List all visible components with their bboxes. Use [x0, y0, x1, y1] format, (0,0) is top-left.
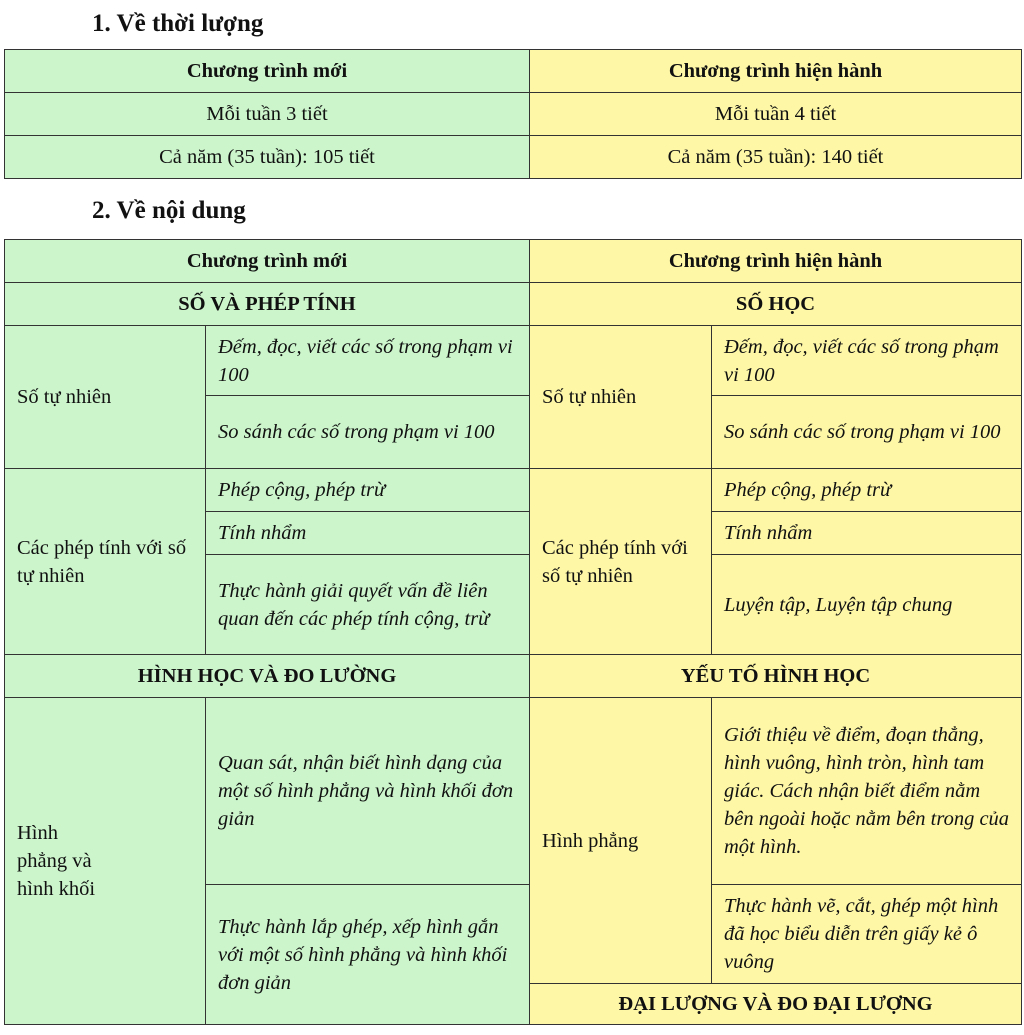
section-2-heading: 2. Về nội dung	[92, 197, 246, 224]
group-title-new-numbers: SỐ VÀ PHÉP TÍNH	[5, 283, 530, 326]
current-operations-item: Phép cộng, phép trừ	[712, 469, 1022, 512]
duration-yearly-current: Cả năm (35 tuần): 140 tiết	[530, 136, 1022, 179]
content-table	[4, 239, 1022, 1025]
duration-table	[4, 49, 1022, 179]
current-operations-item: Tính nhẩm	[712, 512, 1022, 555]
group-title-current-arithmetic: SỐ HỌC	[530, 283, 1022, 326]
section-1-heading: 1. Về thời lượng	[92, 10, 264, 37]
duration-yearly-new: Cả năm (35 tuần): 105 tiết	[5, 136, 530, 179]
duration-header-current: Chương trình hiện hành	[530, 50, 1022, 93]
duration-weekly-new: Mỗi tuần 3 tiết	[5, 93, 530, 136]
content-header-new: Chương trình mới	[5, 240, 530, 283]
current-plane-shapes-item: Thực hành vẽ, cắt, ghép một hình đã học biểu diễn trên giấy kẻ ô vuông	[712, 885, 1022, 984]
current-plane-shapes-item: Giới thiệu về điểm, đoạn thẳng, hình vuông, hình tròn, hình tam giác. Cách nhận biết điểm nằm bên ngoài hoặc nằm bên trong của một hình.	[712, 698, 1022, 885]
current-natural-numbers-item: Đếm, đọc, viết các số trong phạm vi 100	[712, 326, 1022, 396]
new-shapes-label: Hình phẳng và hình khối	[5, 698, 206, 1025]
new-shapes-item: Quan sát, nhận biết hình dạng của một số hình phẳng và hình khối đơn giản	[206, 698, 530, 885]
content-header-current: Chương trình hiện hành	[530, 240, 1022, 283]
group-title-current-geometry: YẾU TỐ HÌNH HỌC	[530, 655, 1022, 698]
new-shapes-item: Thực hành lắp ghép, xếp hình gắn với một số hình phẳng và hình khối đơn giản	[206, 885, 530, 1025]
new-natural-numbers-label: Số tự nhiên	[5, 326, 206, 469]
current-operations-item: Luyện tập, Luyện tập chung	[712, 555, 1022, 655]
group-title-current-measurement: ĐẠI LƯỢNG VÀ ĐO ĐẠI LƯỢNG	[530, 984, 1022, 1025]
new-operations-item: Tính nhẩm	[206, 512, 530, 555]
new-operations-item: Phép cộng, phép trừ	[206, 469, 530, 512]
duration-weekly-current: Mỗi tuần 4 tiết	[530, 93, 1022, 136]
new-operations-label: Các phép tính với số tự nhiên	[5, 469, 206, 655]
group-title-new-geometry: HÌNH HỌC VÀ ĐO LƯỜNG	[5, 655, 530, 698]
new-natural-numbers-item: So sánh các số trong phạm vi 100	[206, 396, 530, 469]
current-natural-numbers-label: Số tự nhiên	[530, 326, 712, 469]
current-plane-shapes-label: Hình phẳng	[530, 698, 712, 984]
duration-header-new: Chương trình mới	[5, 50, 530, 93]
new-operations-item: Thực hành giải quyết vấn đề liên quan đến các phép tính cộng, trừ	[206, 555, 530, 655]
current-natural-numbers-item: So sánh các số trong phạm vi 100	[712, 396, 1022, 469]
new-natural-numbers-item: Đếm, đọc, viết các số trong phạm vi 100	[206, 326, 530, 396]
current-operations-label: Các phép tính với số tự nhiên	[530, 469, 712, 655]
